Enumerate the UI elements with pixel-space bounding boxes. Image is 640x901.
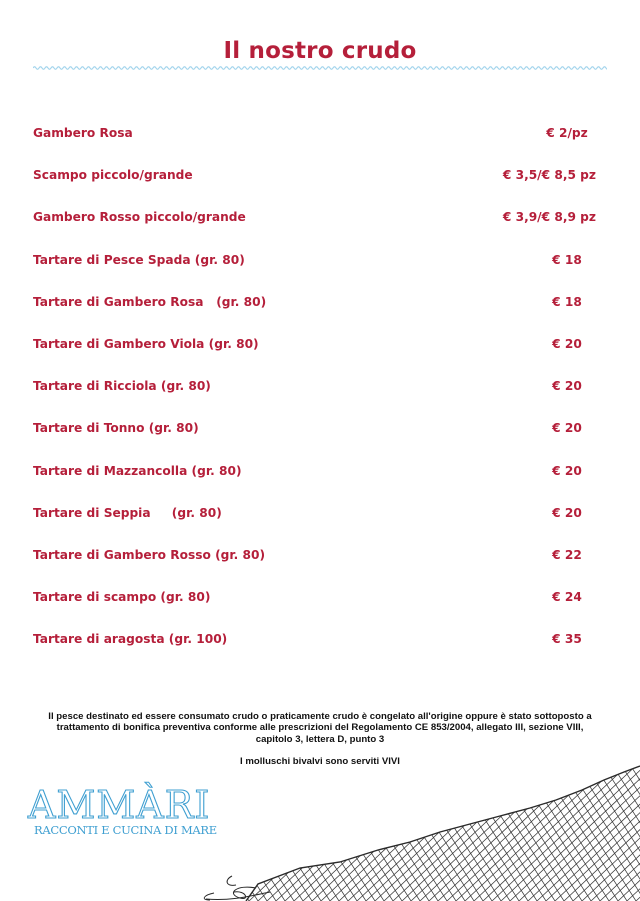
menu-item-name: Tartare di Gambero Rosso (gr. 80)	[33, 548, 266, 562]
menu-item-name: Gambero Rosa	[33, 126, 133, 140]
menu-item-price: € 20	[552, 463, 582, 478]
menu-item-price: € 22	[552, 548, 582, 562]
menu-item-price: € 24	[552, 590, 582, 605]
menu-item-name: Tartare di Seppia (gr. 80)	[33, 505, 222, 520]
page-title: Il nostro crudo	[223, 38, 417, 64]
menu-item-price: € 20	[552, 379, 582, 394]
menu-item-price: € 2/pz	[546, 126, 588, 140]
menu-item-name: Tartare di Gambero Viola (gr. 80)	[33, 337, 259, 351]
menu-item-price: € 20	[552, 505, 582, 520]
menu-item-price: € 20	[552, 337, 582, 351]
menu-item-price: € 20	[552, 421, 582, 436]
menu-item-name: Tartare di Gambero Rosa (gr. 80)	[33, 294, 267, 309]
molluschi-note: I molluschi bivalvi sono serviti VIVI	[240, 756, 400, 767]
menu-item-name: Tartare di scampo (gr. 80)	[33, 590, 211, 605]
logo-wordmark: AMMÀRI	[28, 783, 211, 824]
menu-item-price: € 35	[552, 632, 582, 647]
menu-item-name: Tartare di Pesce Spada (gr. 80)	[33, 252, 245, 267]
menu-item-name: Tartare di Tonno (gr. 80)	[33, 421, 199, 436]
raw-fish-disclaimer: Il pesce destinato ed essere consumato crudo o praticamente crudo è congelato all'origine oppure è stato sottoposto a trattamento di bonifica preventiva conforme alle prescrizioni del Regolamento CE 853/2004, allegato III, sezione VIII, capitolo 3, lettera D, punto 3	[48, 711, 592, 745]
menu-item-price: € 3,9/€ 8,9 pz	[502, 210, 596, 225]
menu-item-price: € 3,5/€ 8,5 pz	[502, 168, 596, 183]
logo-tagline: RACCONTI E CUCINA DI MARE	[34, 823, 217, 837]
menu-item-name: Tartare di Ricciola (gr. 80)	[33, 379, 211, 394]
menu-item-price: € 18	[552, 294, 582, 309]
menu-item-price: € 18	[552, 252, 582, 267]
menu-item-name: Scampo piccolo/grande	[33, 168, 193, 183]
menu-item-name: Tartare di aragosta (gr. 100)	[33, 632, 228, 647]
menu-item-name: Gambero Rosso piccolo/grande	[33, 210, 246, 225]
menu-item-name: Tartare di Mazzancolla (gr. 80)	[33, 463, 242, 478]
